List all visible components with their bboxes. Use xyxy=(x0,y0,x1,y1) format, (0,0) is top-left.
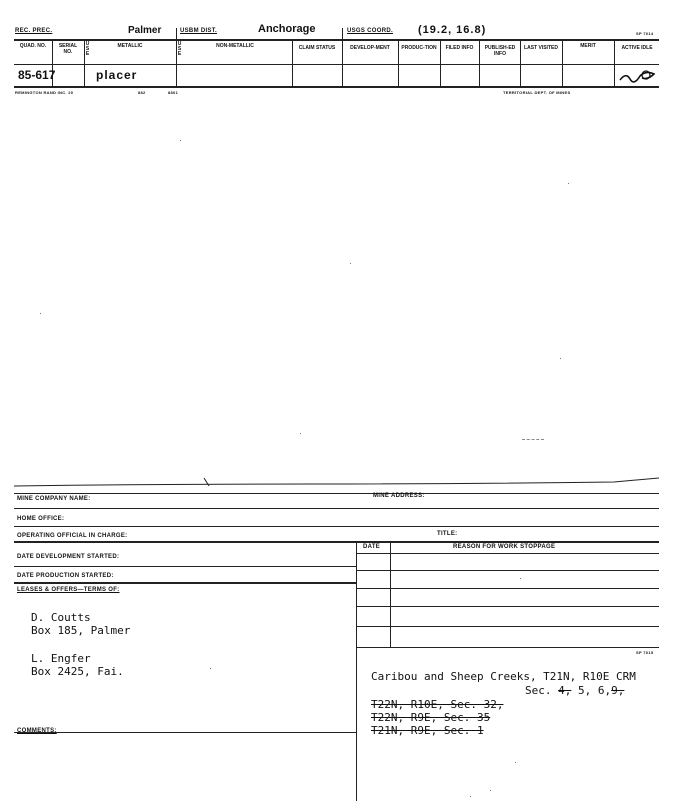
header-non-metallic: NON-METALLIC xyxy=(216,43,254,49)
home-office-label: HOME OFFICE: xyxy=(17,516,65,522)
divider xyxy=(356,570,659,571)
struck-location-2: T22N, R9E, Sec. 35 xyxy=(371,711,491,724)
scan-speck xyxy=(300,433,301,434)
divider xyxy=(14,732,356,733)
header-filed-info: FILED INFO xyxy=(445,45,474,51)
date-label: DATE xyxy=(363,544,381,550)
sec-mid: 5, 6, xyxy=(571,684,612,697)
operating-official-label: OPERATING OFFICIAL IN CHARGE: xyxy=(17,533,128,539)
divider xyxy=(356,626,659,627)
sec-prefix: Sec. xyxy=(525,684,559,697)
header-claim-status: CLAIM STATUS xyxy=(298,45,336,51)
header-serial-no: SERIAL NO. xyxy=(58,43,78,55)
header-published-info: PUBLISH-ED INFO xyxy=(484,45,516,57)
divider xyxy=(356,606,659,607)
divider xyxy=(520,40,521,86)
card-edge xyxy=(14,474,664,494)
form-number-top: SP 7014 xyxy=(636,31,654,36)
header-quad-no: QUAD. NO. xyxy=(19,43,47,49)
location-sec-line xyxy=(525,684,624,697)
divider xyxy=(14,566,356,567)
divider xyxy=(292,40,293,86)
metallic-value: placer xyxy=(96,68,138,82)
owner-1-address: Box 185, Palmer xyxy=(31,624,131,637)
date-development-label: DATE DEVELOPMENT STARTED: xyxy=(17,554,120,560)
title-label: TITLE: xyxy=(437,531,458,537)
header-merit: MERIT xyxy=(580,43,596,49)
mine-address-label: MINE ADDRESS: xyxy=(373,493,425,499)
header-metallic: METALLIC xyxy=(117,43,143,49)
divider xyxy=(176,28,177,39)
usbm-dist-value: Anchorage xyxy=(258,23,316,35)
scan-speck xyxy=(520,578,521,579)
usgs-coord-label: USGS COORD. xyxy=(347,28,393,34)
scan-speck xyxy=(568,183,569,184)
comments-label: COMMENTS: xyxy=(17,728,57,734)
divider xyxy=(390,541,391,647)
date-production-label: DATE PRODUCTION STARTED: xyxy=(17,573,114,579)
divider xyxy=(14,526,659,527)
scan-speck xyxy=(560,358,561,359)
divider xyxy=(342,40,343,86)
scan-speck xyxy=(180,140,181,141)
sec-struck-1: 4, xyxy=(558,684,572,697)
footer-code-1: 882 xyxy=(138,90,146,95)
owner-2-address: Box 2425, Fai. xyxy=(31,665,124,678)
sec-struck-2: 9, xyxy=(611,684,625,697)
form-number-bottom: SP 7015 xyxy=(636,650,654,655)
divider xyxy=(356,553,659,554)
location-line-1: Caribou and Sheep Creeks, T21N, R10E CRM xyxy=(371,670,636,683)
scan-speck xyxy=(522,439,544,440)
footer-code-2: 8801 xyxy=(168,90,179,95)
header-active-idle: ACTIVE IDLE xyxy=(621,45,653,51)
active-idle-mark-icon xyxy=(616,64,660,86)
divider xyxy=(356,588,659,589)
header-development: DEVELOP-MENT xyxy=(350,45,390,51)
leases-label: LEASES & OFFERS—TERMS OF: xyxy=(17,587,120,593)
header-use-2: USE xyxy=(177,41,182,57)
struck-location-1: T22N, R10E, Sec. 32, xyxy=(371,698,504,711)
struck-location-3: T21N, R9E, Sec. 1 xyxy=(371,724,484,737)
scan-speck xyxy=(350,263,351,264)
footer-left: REMINGTON RAND INC. 20 xyxy=(15,90,74,95)
divider xyxy=(440,40,441,86)
divider xyxy=(14,541,659,543)
scan-speck xyxy=(515,762,516,763)
usgs-coord-value: (19.2, 16.8) xyxy=(418,24,487,36)
scan-speck xyxy=(40,313,41,314)
divider xyxy=(14,508,659,509)
header-production: PRODUC-TION xyxy=(401,45,437,51)
footer-right: TERRITORIAL DEPT. OF MINES xyxy=(503,90,571,95)
divider xyxy=(14,582,356,584)
mine-company-label: MINE COMPANY NAME: xyxy=(17,496,91,502)
reason-label: REASON FOR WORK STOPPAGE xyxy=(453,544,556,550)
divider xyxy=(398,40,399,86)
rec-prec-value: Palmer xyxy=(128,25,162,36)
divider xyxy=(562,40,563,86)
header-use-1: USE xyxy=(85,41,90,57)
divider xyxy=(479,40,480,86)
divider xyxy=(356,647,659,648)
owner-2-name: L. Engfer xyxy=(31,652,91,665)
rec-prec-label: REC. PREC. xyxy=(15,28,53,34)
divider xyxy=(614,40,615,86)
scan-speck xyxy=(490,790,491,791)
usbm-dist-label: USBM DIST. xyxy=(180,28,218,34)
divider xyxy=(356,541,357,801)
quad-serial-value: 85-617 xyxy=(18,68,56,82)
owner-1-name: D. Coutts xyxy=(31,611,91,624)
bottom-rule xyxy=(14,86,659,88)
header-last-visited: LAST VISITED xyxy=(524,45,558,51)
scan-speck xyxy=(210,668,211,669)
scan-speck xyxy=(470,796,471,797)
divider xyxy=(14,493,659,494)
divider xyxy=(342,28,343,39)
